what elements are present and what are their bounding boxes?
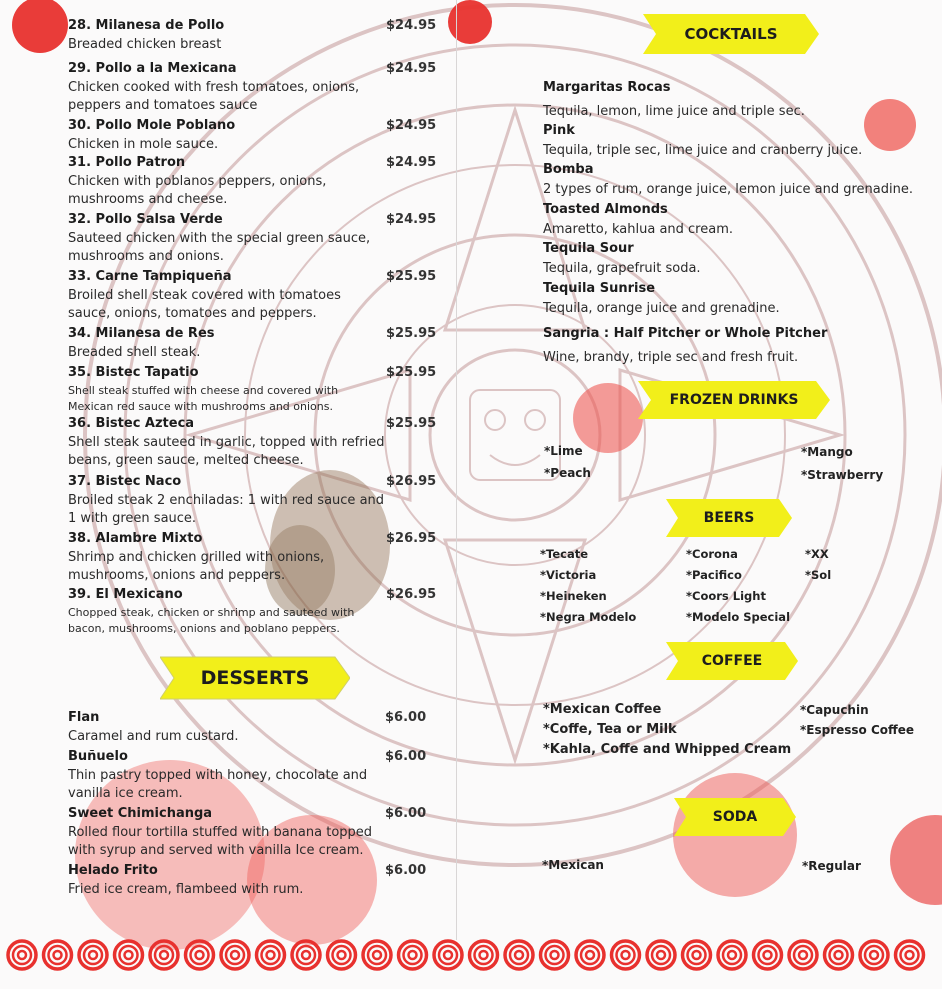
dish-title: 31. Pollo Patron <box>68 155 186 170</box>
coffee-kahla: *Kahla, Coffe and Whipped Cream <box>543 742 792 757</box>
dessert-description: Fried ice cream, flambeed with rum. <box>68 882 304 897</box>
dish-description: Shell steak stuffed with cheese and covered with <box>68 384 339 397</box>
beer-item: *Coors Light <box>686 589 766 603</box>
cocktails-banner <box>643 13 819 55</box>
frozen-peach: *Peach <box>544 466 591 480</box>
dish-description: bacon, mushrooms, onions and poblano peppers. <box>68 622 340 635</box>
dessert-price: $6.00 <box>385 710 427 725</box>
dish-description: mushrooms and cheese. <box>68 192 228 207</box>
dish-description: Chopped steak, chicken or shrimp and sauteed with <box>68 606 355 619</box>
dish-price: $24.95 <box>386 212 437 227</box>
coffee-banner <box>666 641 798 681</box>
dessert-title: Sweet Chimichanga <box>68 806 213 821</box>
dessert-description: Rolled flour tortilla stuffed with banana topped <box>68 825 373 840</box>
cocktails-heading: COCKTAILS <box>684 25 778 43</box>
beer-item: *Heineken <box>540 589 607 603</box>
cocktail-title: Pink <box>543 123 575 138</box>
dish-price: $25.95 <box>386 269 437 284</box>
dessert-price: $6.00 <box>385 863 427 878</box>
dish-description: Sauteed chicken with the special green sauce, <box>68 231 371 246</box>
dish-description: Chicken with poblanos peppers, onions, <box>68 174 327 189</box>
dish-title: 39. El Mexicano <box>68 587 183 602</box>
dish-description: Broiled shell steak covered with tomatoes <box>68 288 341 303</box>
dish-price: $25.95 <box>386 365 437 380</box>
dish-price: $24.95 <box>386 61 437 76</box>
dish-price: $25.95 <box>386 416 437 431</box>
dish-price: $25.95 <box>386 326 437 341</box>
beers-banner <box>666 498 792 538</box>
coffee-mexican: *Mexican Coffee <box>543 702 662 717</box>
dish-title: 32. Pollo Salsa Verde <box>68 212 223 227</box>
coffee-capuchin: *Capuchin <box>800 703 869 717</box>
dessert-description: Thin pastry topped with honey, chocolate and <box>68 768 368 783</box>
dish-title: 35. Bistec Tapatio <box>68 365 199 380</box>
dish-title: 34. Milanesa de Res <box>68 326 215 341</box>
dish-description: 1 with green sauce. <box>68 511 197 526</box>
dish-description: Breaded shell steak. <box>68 345 201 360</box>
frozen-mango: *Mango <box>801 445 853 459</box>
desserts-heading: DESSERTS <box>200 667 310 689</box>
cocktail-description: Tequila, orange juice and grenadine. <box>543 301 780 316</box>
dish-title: 38. Alambre Mixto <box>68 531 203 546</box>
dish-price: $26.95 <box>386 587 437 602</box>
soda-regular: *Regular <box>802 859 861 873</box>
dish-price: $24.95 <box>386 155 437 170</box>
dish-title: 30. Pollo Mole Poblano <box>68 118 236 133</box>
beer-item: *XX <box>805 547 829 561</box>
dish-description: sauce, onions, tomatoes and peppers. <box>68 306 317 321</box>
beer-item: *Victoria <box>540 568 597 582</box>
beer-item: *Sol <box>805 568 832 582</box>
dish-description: mushrooms, onions and peppers. <box>68 568 286 583</box>
beers-heading: BEERS <box>703 510 755 526</box>
dessert-title: Buñuelo <box>68 749 128 764</box>
dish-title: 28. Milanesa de Pollo <box>68 18 225 33</box>
cocktail-description: Amaretto, kahlua and cream. <box>543 222 734 237</box>
dish-title: 37. Bistec Naco <box>68 474 182 489</box>
cocktail-description: Tequila, triple sec, lime juice and cranberry juice. <box>543 143 863 158</box>
frozen-drinks-banner <box>638 380 830 420</box>
dish-description: peppers and tomatoes sauce <box>68 98 258 113</box>
soda-heading: SODA <box>712 809 758 825</box>
coffee-espresso: *Espresso Coffee <box>800 723 915 737</box>
dish-description: mushrooms and onions. <box>68 249 224 264</box>
cocktail-title: Tequila Sunrise <box>543 281 656 296</box>
dessert-price: $6.00 <box>385 806 427 821</box>
cocktail-title: Margaritas Rocas <box>543 80 671 95</box>
dish-description: Mexican red sauce with mushrooms and onions. <box>68 400 333 413</box>
coffee-heading: COFFEE <box>701 653 763 669</box>
dessert-title: Helado Frito <box>68 863 158 878</box>
dish-description: Chicken cooked with fresh tomatoes, onions, <box>68 80 360 95</box>
dish-price: $26.95 <box>386 474 437 489</box>
beer-item: *Tecate <box>540 547 589 561</box>
dish-price: $24.95 <box>386 18 437 33</box>
cocktail-title: Bomba <box>543 162 594 177</box>
dish-description: beans, green sauce, melted cheese. <box>68 453 304 468</box>
dish-title: 29. Pollo a la Mexicana <box>68 61 237 76</box>
dish-price: $24.95 <box>386 118 437 133</box>
dessert-description: vanilla ice cream. <box>68 786 183 801</box>
dessert-price: $6.00 <box>385 749 427 764</box>
frozen-drinks-heading: FROZEN DRINKS <box>669 392 799 408</box>
dish-price: $26.95 <box>386 531 437 546</box>
dish-description: Breaded chicken breast <box>68 37 222 52</box>
dish-description: Shrimp and chicken grilled with onions, <box>68 550 325 565</box>
beer-item: *Negra Modelo <box>540 610 637 624</box>
dish-description: Broiled steak 2 enchiladas: 1 with red sauce and <box>68 493 385 508</box>
page-fold <box>456 0 457 940</box>
cocktail-description: Wine, brandy, triple sec and fresh fruit. <box>543 350 799 365</box>
cocktail-title: Toasted Almonds <box>543 202 668 217</box>
cocktail-description: 2 types of rum, orange juice, lemon juice and grenadine. <box>543 182 913 197</box>
desserts-banner <box>160 655 350 701</box>
dessert-title: Flan <box>68 710 100 725</box>
cocktail-title: Sangria : Half Pitcher or Whole Pitcher <box>543 326 828 341</box>
dessert-description: with syrup and served with vanilla Ice cream. <box>68 843 364 858</box>
frozen-lime: *Lime <box>544 444 583 458</box>
cocktail-description: Tequila, grapefruit soda. <box>543 261 701 276</box>
dish-title: 36. Bistec Azteca <box>68 416 195 431</box>
dish-title: 33. Carne Tampiqueña <box>68 269 232 284</box>
dish-description: Chicken in mole sauce. <box>68 137 219 152</box>
beer-item: *Modelo Special <box>686 610 791 624</box>
soda-mexican: *Mexican <box>542 858 604 872</box>
coffee-tea-milk: *Coffe, Tea or Milk <box>543 722 677 737</box>
cocktail-description: Tequila, lemon, lime juice and triple sec. <box>543 104 805 119</box>
dish-description: Shell steak sauteed in garlic, topped with refried <box>68 435 385 450</box>
dessert-description: Caramel and rum custard. <box>68 729 239 744</box>
frozen-strawberry: *Strawberry <box>801 468 884 482</box>
beer-item: *Pacifico <box>686 568 742 582</box>
cocktail-title: Tequila Sour <box>543 241 634 256</box>
beer-item: *Corona <box>686 547 738 561</box>
soda-banner <box>674 797 796 837</box>
